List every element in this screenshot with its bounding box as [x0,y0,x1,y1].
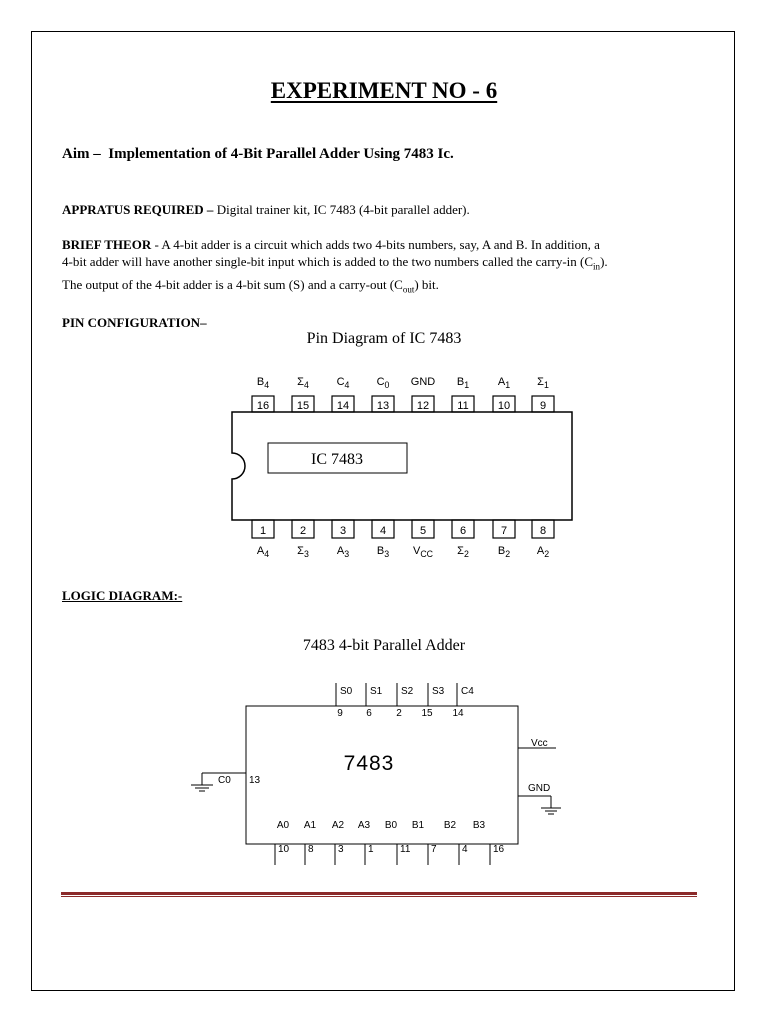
pin-diagram [0,360,768,570]
input-labels [277,820,486,831]
aim-label: Aim – [62,146,101,162]
output-pin-number: 14 [452,708,464,719]
input-pin-number: 16 [493,844,505,855]
cout-subscript: out [402,284,415,295]
pin-number: 2 [299,525,307,537]
input-pin-number: 4 [462,844,468,855]
pin-name: $\Sigma_2$ [457,545,469,559]
theory-label: BRIEF THEOR [62,237,152,252]
theory-line-3-end: ) bit. [414,276,439,292]
pin-number: 9 [539,400,547,412]
pin-name: $\Sigma_4$ [297,376,309,390]
pin-name: $A_1$ [497,376,511,390]
pin-name: $A_3$ [336,545,350,559]
output-label: C4 [461,686,474,697]
input-pin-number: 3 [338,844,344,855]
input-label: A3 [357,820,371,831]
cin-subscript: in [593,261,601,272]
pin-number: 12 [416,400,430,412]
input-pins [275,844,505,865]
ic-label: IC 7483 [311,451,363,468]
output-pin-number: 2 [396,708,402,719]
pin-number: 11 [457,400,469,412]
pin-name: $\Sigma_3$ [297,545,309,559]
logic-diagram [0,670,768,870]
input-pin-number: 8 [308,844,314,855]
output-label: S3 [432,686,445,697]
input-label: B2 [443,820,457,831]
pin-number: 6 [459,525,467,537]
pin-number: 4 [379,525,387,537]
output-pin-number: 9 [337,708,343,719]
output-pin-number: 15 [421,708,433,719]
aim-text: Implementation of 4-Bit Parallel Adder Using 7483 Ic. [108,146,454,162]
pin-name: $V_{CC}$ [412,545,434,559]
theory-line-3: The output of the 4-bit adder is a 4-bit sum (S) and a carry-out (C [62,276,403,292]
pin-number: 8 [539,525,547,537]
logic-diagram-caption: 7483 4-bit Parallel Adder [302,637,466,654]
apparatus-label: APPRATUS REQUIRED – [62,202,214,217]
pin-name: $B_3$ [376,545,390,559]
aim-line [62,146,454,163]
output-label: S2 [401,686,414,697]
output-pin-number: 6 [366,708,372,719]
pin-name: $C_4$ [336,376,350,390]
vcc-label: Vcc [531,738,548,749]
pin-name: $C_0$ [376,376,390,390]
apparatus-text: Digital trainer kit, IC 7483 (4-bit parallel adder). [213,202,470,217]
pin-config-heading: PIN CONFIGURATION– [62,315,207,330]
footer-rule-thick [61,892,697,895]
output-label: S1 [370,686,383,697]
page-title: EXPERIMENT NO - 6 [270,78,498,103]
top-pins [252,376,554,412]
pin-name: $B_2$ [497,545,511,559]
pin-name: GND [410,376,436,388]
pin-name: $A_2$ [536,545,550,559]
c0-pin-number: 13 [249,775,261,786]
input-pin-number: 11 [400,844,411,855]
pin-number: 10 [497,400,511,412]
ic-body [232,412,572,520]
footer-rule-thin [61,896,697,897]
pin-number: 1 [259,525,267,537]
input-pin-number: 1 [368,844,374,855]
pin-number: 3 [339,525,347,537]
pin-name: $B_4$ [256,376,270,390]
pin-name: $B_1$ [456,376,470,390]
theory-line-2: 4-bit adder will have another single-bit input which is added to the two numbers called the carry-in (C [62,254,594,269]
pin-name: $A_4$ [256,545,270,559]
input-pin-number: 7 [431,844,437,855]
input-label: B1 [411,820,425,831]
input-label: A0 [276,820,290,831]
output-pins [336,683,474,719]
input-pin-number: 10 [278,844,290,855]
pin-number: 16 [256,400,270,412]
input-label: A1 [303,820,317,831]
input-label: B0 [384,820,398,831]
input-label: A2 [331,820,345,831]
theory-line-1: - A 4-bit adder is a circuit which adds two 4-bits numbers, say, A and B. In addition, a [151,237,600,252]
bottom-pins [252,520,554,559]
theory-paragraph [62,236,702,298]
pin-diagram-caption: Pin Diagram of IC 7483 [306,330,462,347]
apparatus-paragraph [62,201,702,218]
c0-label: C0 [218,775,231,786]
pin-number: 14 [336,400,350,412]
pin-number: 7 [500,525,508,537]
pin-number: 15 [296,400,310,412]
gnd-label: GND [528,783,551,794]
pin-number: 5 [419,525,427,537]
pin-name: $\Sigma_1$ [537,376,549,390]
input-label: B3 [472,820,486,831]
adder-label: 7483 [343,752,395,775]
logic-diagram-heading: LOGIC DIAGRAM:- [62,588,183,603]
pin-number: 13 [376,400,390,412]
output-label: S0 [340,686,353,697]
theory-line-2-end: ). [600,254,608,269]
